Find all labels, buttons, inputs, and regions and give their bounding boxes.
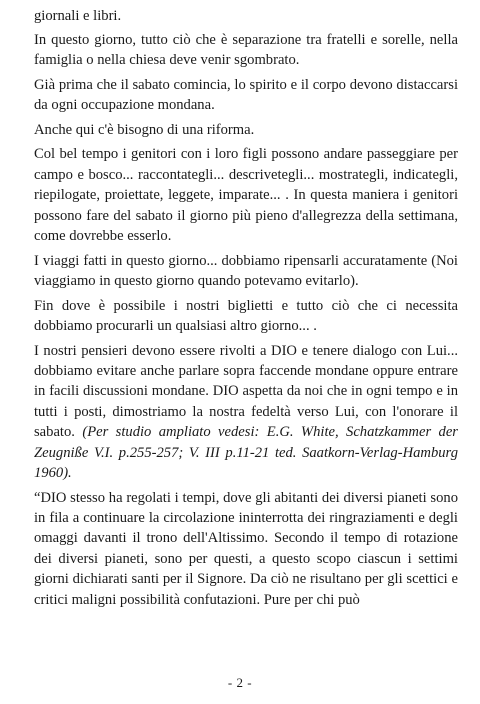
paragraph-2: In questo giorno, tutto ciò che è separazione tra fratelli e sorelle, nella famiglia o nella chiesa deve venir sgombrato. xyxy=(34,31,458,69)
page-number: - 2 - xyxy=(227,675,253,690)
paragraph-8-text: I nostri pensieri devono essere rivolti a DIO e tenere dialogo con Lui... dobbiamo evitare anche parlare sopra faccende mondane oppure entrare in facili discussioni mondane. DIO aspetta da noi che in ogni tempo e in tutti i posti, dimostriamo la nostra fedeltà verso Lui, con l'onorare il sabato. xyxy=(34,342,458,441)
paragraph-8 xyxy=(34,341,458,484)
paragraph-7: Fin dove è possibile i nostri biglietti e tutto ciò che ci necessita dobbiamo procurarli un qualsiasi altro giorno... . xyxy=(34,297,458,335)
document-page xyxy=(34,6,458,614)
paragraph-5: Col bel tempo i genitori con i loro figli possono andare passeggiare per campo e bosco... raccontategli... descrivetegli... mostrategli, indicategli, riepilogate, proiettate, leggete, imparate... . In questa maniera i genitori possono fare del sabato il giorno più pieno d'allegrezza della settimana, come dovrebbe esserlo. xyxy=(34,146,458,245)
paragraph-1: giornali e libri. xyxy=(34,8,122,24)
paragraph-3: Già prima che il sabato comincia, lo spirito e il corpo devono distaccarsi da ogni occupazione mondana. xyxy=(34,76,458,114)
paragraph-6: I viaggi fatti in questo giorno... dobbiamo ripensarli accuratamente (Noi viaggiamo in questo giorno quando potevamo evitarlo). xyxy=(34,252,458,290)
paragraph-4: Anche qui c'è bisogno di una riforma. xyxy=(34,121,255,138)
study-reference: (Per studio ampliato vedesi: E.G. White, Schatzkammer der Zeugniße V.I. p.255-257; V. III p.11-21 ted. Saatkorn-Verlag-Hamburg 1960). xyxy=(34,424,458,482)
paragraph-9: “DIO stesso ha regolati i tempi, dove gli abitanti dei diversi pianeti sono in fila a continuare la circolazione ininterrotta dei ringraziamenti e degli omaggi davanti il trono dell'Altissimo. Secondo il tempo di rotazione dei diversi pianeti, sono per questi, a questo scopo ciascun i settimi giorni dichiarati santi per il Signore. Da ciò ne risultano per gli scettici e critici maligni possibilità confutazioni. Pure per chi può xyxy=(34,489,458,608)
